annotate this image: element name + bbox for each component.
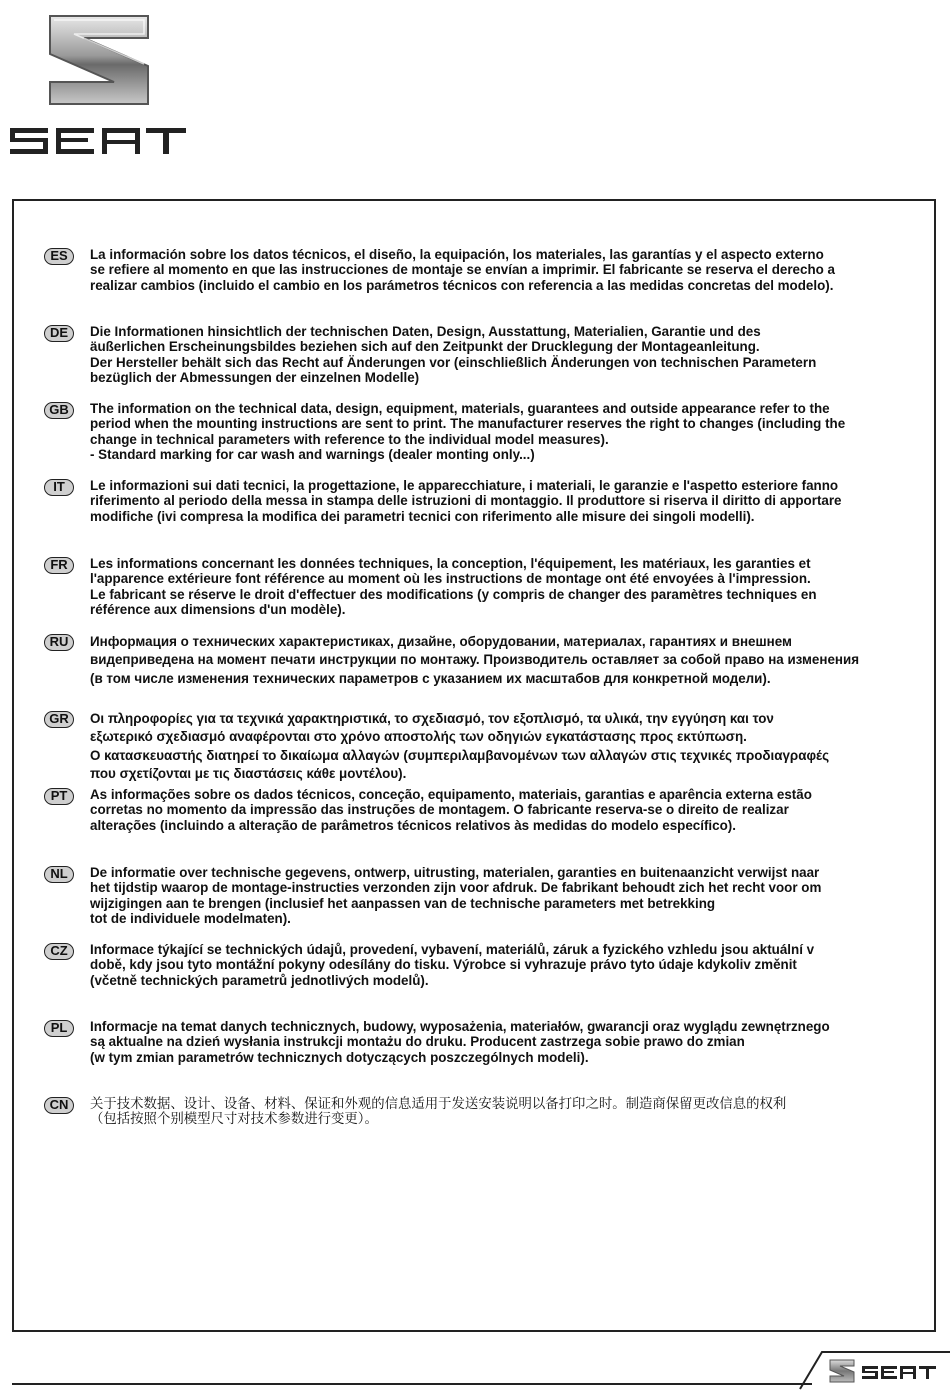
language-text: 关于技术数据、设计、设备、材料、保证和外观的信息适用于发送安装说明以备打印之时。制造商保留更改信息的权利 （包括按照个别模型尺寸对技术参数进行变更）。 [90, 1096, 787, 1127]
language-badge: RU [44, 634, 74, 651]
language-text: La información sobre los datos técnicos, el diseño, la equipación, los materiales, las garantías y el aspecto externo se refiere al momento en que las instrucciones de montaje se envían a imprimir. El fabricante se reserva el derecho a realizar cambios (incluido el cambio en los parámetros técnicos con referencia a las medidas concretas del modelo). [90, 247, 835, 293]
seat-wordmark [10, 126, 190, 156]
language-text: Die Informationen hinsichtlich der technischen Daten, Design, Ausstattung, Materialien, Garantie und des äußerlichen Erscheinungsbildes beziehen sich auf den Zeitpunkt der Drucklegung der Montageanleitung. Der Hersteller behält sich das Recht auf Änderungen vor (einschließlich Änderungen von technischen Parametern bezüglich der Abmessungen der einzelnen Modelle) [90, 324, 817, 386]
language-text: Le informazioni sui dati tecnici, la progettazione, le apparecchiature, i materiali, le garanzie e l'aspetto esteriore fanno riferimento al periodo della messa in stampa delle istruzioni di montaggio. Il produttore si riserva il diritto di apportare modifiche (ivi compresa la modifica dei parametri tecnici con riferimento alle misure dei singoli modelli). [90, 478, 842, 524]
language-text: As informações sobre os dados técnicos, conceção, equipamento, materiais, garantias e aparência externa estão corretas no momento da impressão das instruções de montagem. O fabricante reserva-se o direito de realizar alterações (incluindo a alteração de parâmetros técnicos relativos às medidas do modelo específico). [90, 787, 812, 833]
language-badge: FR [44, 557, 74, 574]
language-text: Информация о технических характеристиках, дизайне, оборудовании, материалах, гарантиях и внешнем видеприведена на момент печати инструкции по монтажу. Производитель оставляет за собой право на изменения (в том числе изменения технических параметров с указанием их масштабов для конкретной модели). [90, 634, 860, 686]
language-text: De informatie over technische gegevens, ontwerp, uitrusting, materialen, garanties en buitenaanzicht verwijst naar het tijdstip waarop de montage-instructies verzonden zijn voor afdruk. De fabrikant behoudt zich het recht voor om wijzigingen aan te brengen (inclusief het aanpassen van de technische parameters met betrekking tot de individuele modelmaten). [90, 865, 822, 927]
language-text: Οι πληροφορίες για τα τεχνικά χαρακτηριστικά, το σχεδιασμό, τον εξοπλισμό, τα υλικά, την εγγύηση και τον εξωτερικό σχεδιασμό αναφέρονται στο χρόνο αποστολής των οδηγιών εγκατάστασης προς εκτύπωση. Ο κατασκευαστής διατηρεί το δικαίωμα αλλαγών (συμπεριλαμβανομένων των αλλαγών στις τεχνικές προδιαγραφές που σχετίζονται με τις διαστάσεις κάθε μοντέλου). [90, 711, 830, 782]
language-badge: NL [44, 866, 74, 883]
language-text: Informacje na temat danych technicznych, budowy, wyposażenia, materiałów, gwarancji oraz wyglądu zewnętrznego są aktualne na dzień wysłania instrukcji montażu do druku. Producent zastrzega sobie prawo do zmian (w tym zmian parametrów technicznych dotyczących poszczególnych modeli). [90, 1019, 830, 1065]
language-badge: PL [44, 1020, 74, 1037]
language-badge: GB [44, 402, 74, 419]
footer-rule [12, 1383, 812, 1385]
language-badge: GR [44, 711, 74, 728]
language-text: Les informations concernant les données techniques, la conception, l'équipement, les matériaux, les garanties et l'apparence extérieure font référence au moment où les instructions de montage ont été envoyées à l'impression. Le fabricant se réserve le droit d'effectuer des modifications (y compris de changer des paramètres techniques en référence aux dimensions d'un modèle). [90, 556, 817, 618]
language-badge: CN [44, 1097, 74, 1114]
language-badge: PT [44, 788, 74, 805]
seat-s-logo-icon [44, 12, 156, 108]
footer-seat-logo-icon [828, 1358, 938, 1384]
language-text: The information on the technical data, design, equipment, materials, guarantees and outside appearance refer to the period when the mounting instructions are sent to print. The manufacturer reserves the right to changes (including the change in technical parameters with reference to the individual model measures). - Standard marking for car wash and warnings (dealer monting only...) [90, 401, 846, 463]
language-badge: DE [44, 325, 74, 342]
seat-wordmark-icon [10, 126, 190, 156]
language-badge: IT [44, 479, 74, 496]
language-badge: CZ [44, 943, 74, 960]
language-text: Informace týkající se technických údajů, provedení, vybavení, materiálů, záruk a fyzického vzhledu jsou aktuální v době, kdy jsou tyto montážní pokyny odesílány do tisku. Výrobce si vyhrazuje právo tyto údaje kdykoliv změnit (včetně technických parametrů jednotlivých modelů). [90, 942, 815, 988]
language-badge: ES [44, 248, 74, 265]
